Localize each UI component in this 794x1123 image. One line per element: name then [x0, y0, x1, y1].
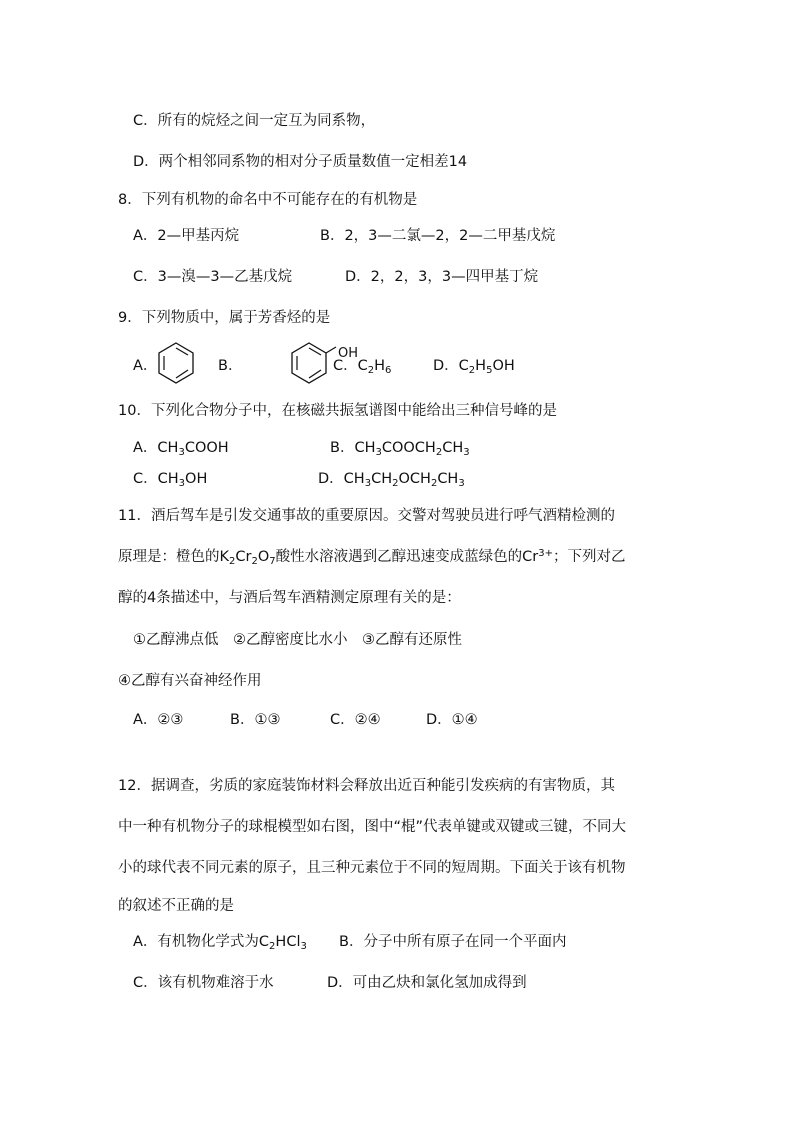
- q12-option-d: D．可由乙炔和氯化氢加成得到: [327, 975, 527, 991]
- q10-option-a: A．$CH_3COOH$: [133, 440, 229, 458]
- q8-option-a: A．2—甲基丙烷: [133, 228, 240, 244]
- q9-option-d: D．$C_2H_5OH$: [433, 358, 515, 376]
- q9-option-a: A．: [133, 358, 158, 374]
- q11-stem-line1: 11．酒后驾车是引发交通事故的重要原因。交警对驾驶员进行呼气酒精检测的: [118, 508, 615, 524]
- q12-stem-line4: 的叙述不正确的是: [118, 898, 234, 914]
- q9-option-c: C．$C_2H_6$: [333, 358, 392, 376]
- q8-option-b: B．2，3—二氯—2，2—二甲基戊烷: [320, 228, 556, 244]
- q10-stem: 10．下列化合物分子中，在核磁共振氢谱图中能给出三种信号峰的是: [118, 403, 557, 419]
- phenol-oh-label: OH: [338, 346, 359, 361]
- benzene-ring-icon: [156, 340, 196, 386]
- q7-option-c: C．所有的烷烃之间一定互为同系物，: [133, 113, 376, 129]
- q11-option-a: A．②③: [133, 712, 184, 728]
- q12-stem-line1: 12．据调查，劣质的家庭装饰材料会释放出近百种能引发疾病的有害物质，其: [118, 778, 615, 794]
- q12-option-a: A．有机物化学式为$C_2HCl_3$: [133, 934, 307, 952]
- q11-option-b: B．①③: [230, 712, 281, 728]
- q11-stem-line3: 醇的4条描述中，与酒后驾车酒精测定原理有关的是：: [118, 590, 461, 606]
- q12-stem-line2: 中一种有机物分子的球棍模型如右图，图中“棍”代表单键或双键或三键，不同大: [118, 819, 627, 835]
- q11-statement-4: ④乙醇有兴奋神经作用: [118, 673, 262, 689]
- q12-stem-line3: 小的球代表不同元素的原子，且三种元素位于不同的短周期。下面关于该有机物: [118, 860, 626, 876]
- q11-option-d: D．①④: [426, 712, 478, 728]
- q10-option-d: D．$CH_3CH_2OCH_2CH_3$: [318, 471, 465, 489]
- q9-stem: 9．下列物质中，属于芳香烃的是: [118, 310, 331, 326]
- q9-option-b: B．: [218, 358, 243, 374]
- q12-option-b: B．分子中所有原子在同一个平面内: [339, 934, 567, 950]
- q8-option-d: D．2，2，3，3—四甲基丁烷: [345, 269, 539, 285]
- q12-option-c: C．该有机物难溶于水: [133, 975, 274, 991]
- q11-option-c: C．②④: [330, 712, 381, 728]
- q10-option-b: B．$CH_3COOCH_2CH_3$: [330, 440, 470, 458]
- q8-option-c: C．3—溴—3—乙基戊烷: [133, 269, 293, 285]
- q8-stem: 8．下列有机物的命名中不可能存在的有机物是: [118, 192, 418, 208]
- q10-option-c: C．$CH_3OH$: [133, 471, 208, 489]
- q7-option-d: D．两个相邻同系物的相对分子质量数值一定相差14: [133, 154, 468, 170]
- q11-statements-1-3: ①乙醇沸点低 ②乙醇密度比水小 ③乙醇有还原性: [133, 632, 462, 648]
- q11-stem-line2: 原理是：橙色的$K_2Cr_2O_7$酸性水溶液遇到乙醇迅速变成蓝绿色的$Cr^{3+}$；下列对乙: [118, 548, 626, 567]
